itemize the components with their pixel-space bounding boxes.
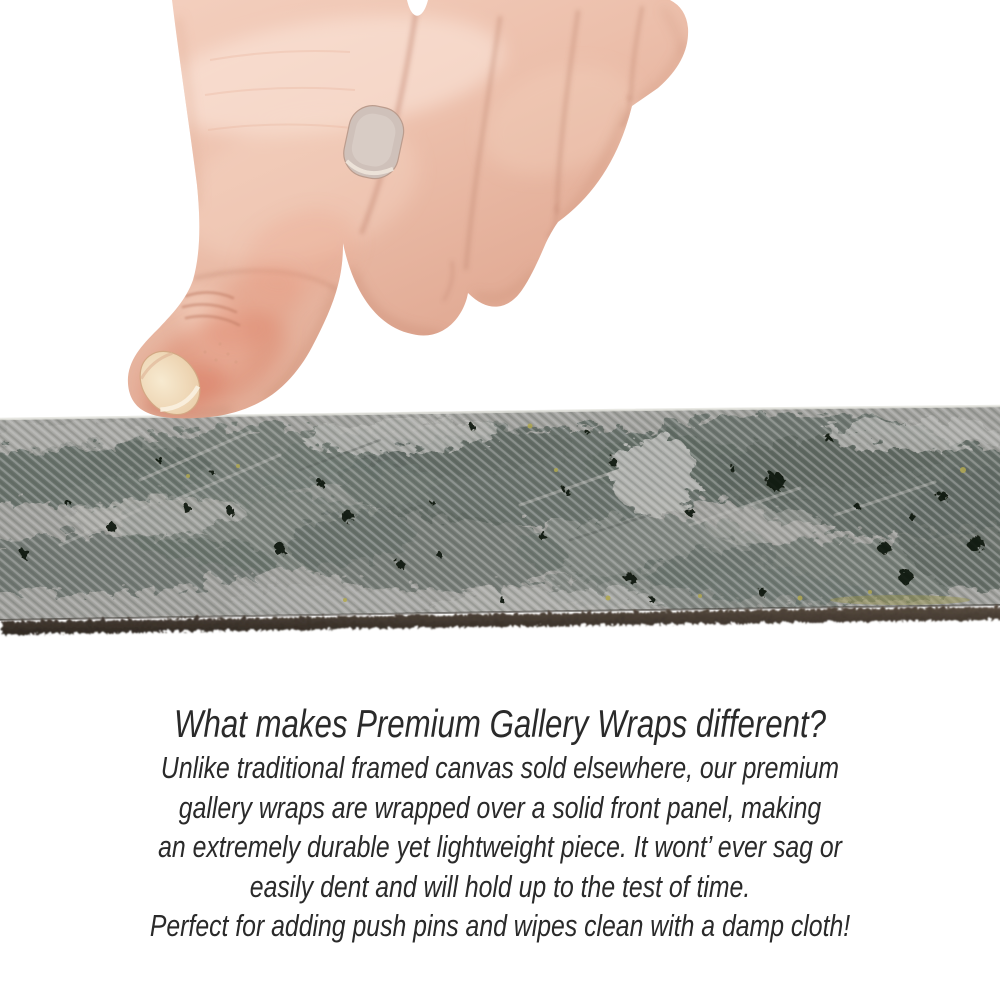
description-line-3: an extremely durable yet lightweight piece. It wont’ ever sag or (158, 829, 842, 864)
description-line-5: Perfect for adding push pins and wipes clean with a damp cloth! (149, 908, 851, 943)
heading: What makes Premium Gallery Wraps different? (174, 703, 826, 746)
description-line-2: gallery wraps are wrapped over a solid front panel, making (178, 789, 822, 825)
canvas-grain (0, 400, 1000, 625)
description-line-4: easily dent and will hold up to the test of time. (249, 868, 751, 904)
hand-photo (126, 0, 688, 433)
description-line-1: Unlike traditional framed canvas sold elsewhere, our premium (160, 750, 840, 785)
canvas-strip (0, 399, 1000, 633)
description-text-block (0, 701, 1000, 946)
